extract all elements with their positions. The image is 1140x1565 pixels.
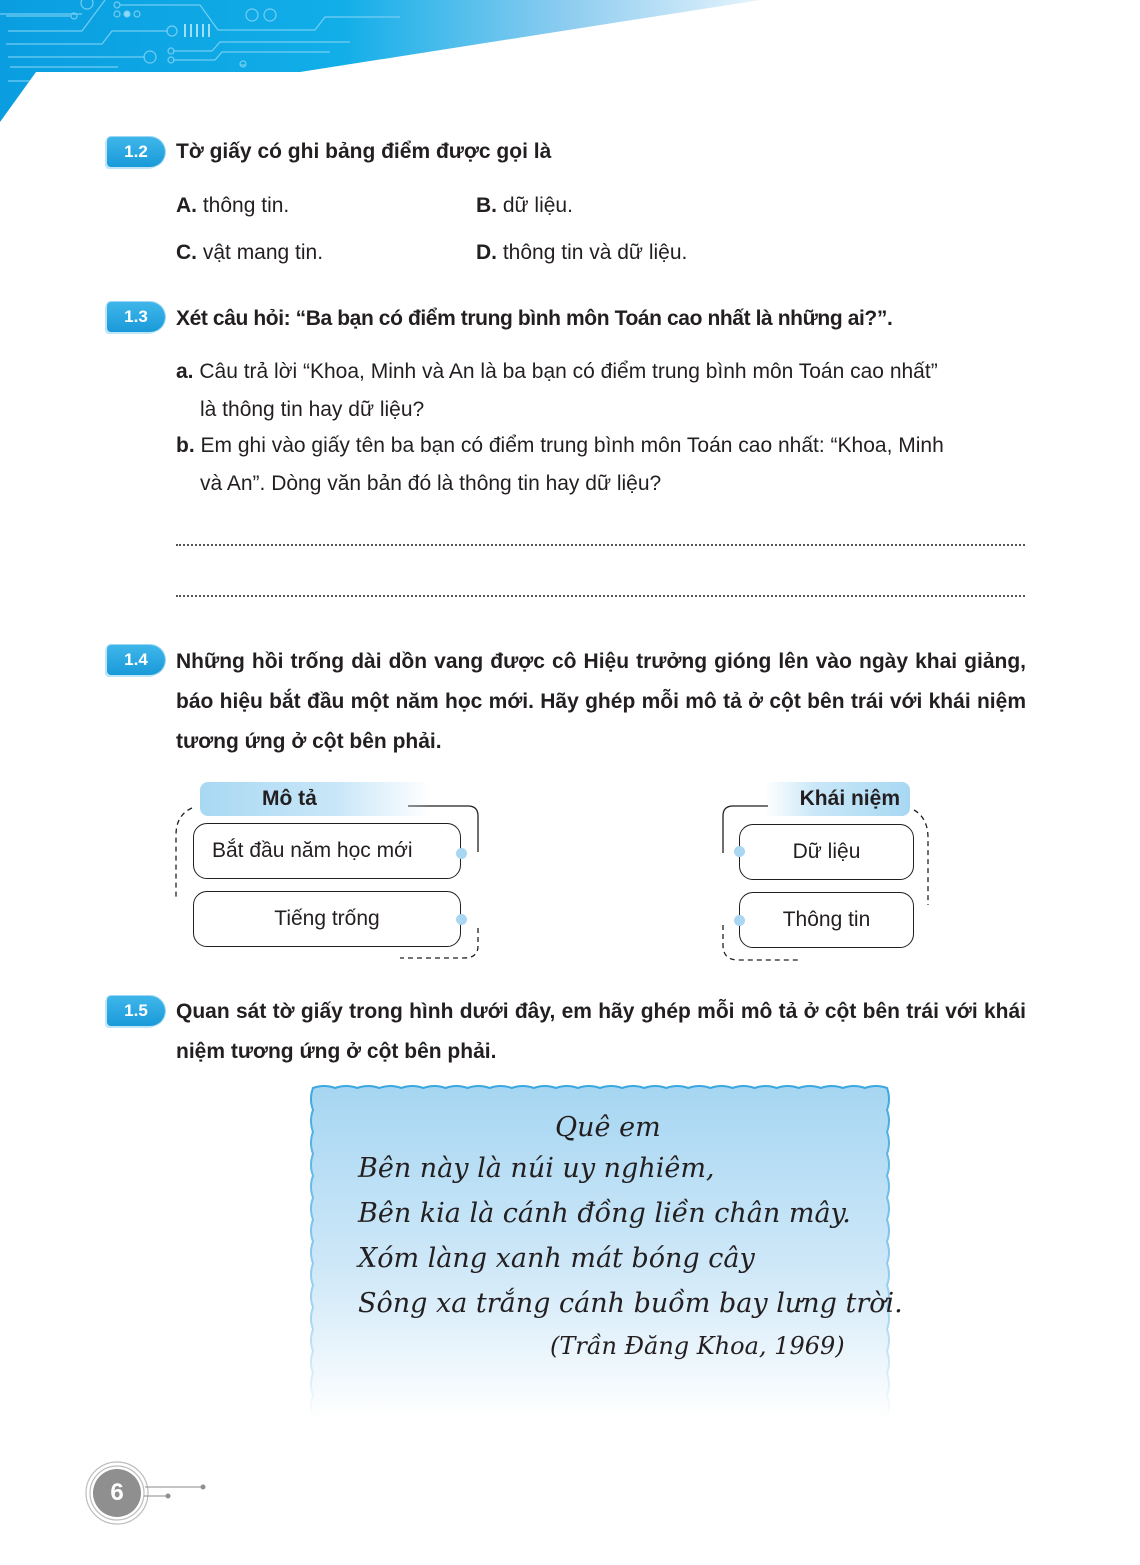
connector-dot[interactable] xyxy=(734,915,745,926)
poem-title: Quê em xyxy=(555,1112,661,1143)
answer-option-b xyxy=(476,192,573,220)
option-letter: C. xyxy=(176,241,197,264)
connector-dot[interactable] xyxy=(734,846,745,857)
poem-line: Sông xa trắng cánh buồm bay lưng trời. xyxy=(358,1288,903,1319)
option-text: dữ liệu. xyxy=(502,194,573,217)
connector-dot[interactable] xyxy=(456,848,467,859)
sub-question-letter: a. xyxy=(176,360,194,383)
option-letter: B. xyxy=(476,194,497,217)
column-header-description: Mô tả xyxy=(200,782,430,816)
sub-question-text-line2: là thông tin hay dữ liệu? xyxy=(200,398,425,421)
description-item-text: Bắt đầu năm học mới xyxy=(212,839,413,862)
answer-line[interactable] xyxy=(176,595,1025,597)
poem-line: Xóm làng xanh mát bóng cây xyxy=(358,1243,755,1274)
option-text: thông tin. xyxy=(202,194,290,217)
question-number-badge: 1.5 xyxy=(107,996,165,1026)
description-item[interactable] xyxy=(193,823,461,879)
header-circuit-banner xyxy=(0,0,760,130)
description-item[interactable] xyxy=(193,891,461,947)
description-item-text: Tiếng trống xyxy=(274,907,380,930)
question-number-badge: 1.2 xyxy=(107,137,165,167)
answer-option-a xyxy=(176,192,289,220)
poem-line: Bên kia là cánh đồng liền chân mây. xyxy=(358,1198,851,1229)
sub-question-b xyxy=(176,427,1026,503)
column-header-concept: Khái niệm xyxy=(765,782,910,816)
sub-question-text-line1: Câu trả lời “Khoa, Minh và An là ba bạn có điểm trung bình môn Toán cao nhất” xyxy=(199,360,938,383)
option-text: thông tin và dữ liệu. xyxy=(502,241,688,264)
concept-item[interactable] xyxy=(739,824,914,880)
sub-question-a xyxy=(176,353,1026,429)
question-number-badge: 1.3 xyxy=(107,302,165,332)
page-number: 6 xyxy=(93,1469,141,1517)
connector-dot[interactable] xyxy=(456,914,467,925)
option-letter: A. xyxy=(176,194,197,217)
sub-question-letter: b. xyxy=(176,434,195,457)
poem-author: (Trần Đăng Khoa, 1969) xyxy=(550,1332,845,1360)
question-title: Những hồi trống dài dồn vang được cô Hiệu trưởng gióng lên vào ngày khai giảng, báo hiệu bắt đầu một năm học mới. Hãy ghép mỗi mô tả ở cột bên trái với khái niệm tương ứng ở cột bên phải. xyxy=(176,650,1026,753)
concept-item-text: Dữ liệu xyxy=(792,840,861,863)
page-number-badge xyxy=(83,1460,213,1530)
question-title: Xét câu hỏi: “Ba bạn có điểm trung bình môn Toán cao nhất là những ai?”. xyxy=(176,307,893,330)
concept-item-text: Thông tin xyxy=(782,908,871,931)
concept-item[interactable] xyxy=(739,892,914,948)
answer-option-c xyxy=(176,239,323,267)
question-title: Tờ giấy có ghi bảng điểm được gọi là xyxy=(176,140,552,163)
question-number-badge: 1.4 xyxy=(107,645,165,675)
option-letter: D. xyxy=(476,241,497,264)
sub-question-text-line2: và An”. Dòng văn bản đó là thông tin hay dữ liệu? xyxy=(200,472,662,495)
answer-line[interactable] xyxy=(176,544,1025,546)
sub-question-text-line1: Em ghi vào giấy tên ba bạn có điểm trung bình môn Toán cao nhất: “Khoa, Minh xyxy=(200,434,944,457)
question-title: Quan sát tờ giấy trong hình dưới đây, em hãy ghép mỗi mô tả ở cột bên trái với khái niệm tương ứng ở cột bên phải. xyxy=(176,1000,1026,1063)
option-text: vật mang tin. xyxy=(202,241,324,264)
answer-option-d xyxy=(476,239,687,267)
poem-line: Bên này là núi uy nghiêm, xyxy=(358,1153,715,1184)
